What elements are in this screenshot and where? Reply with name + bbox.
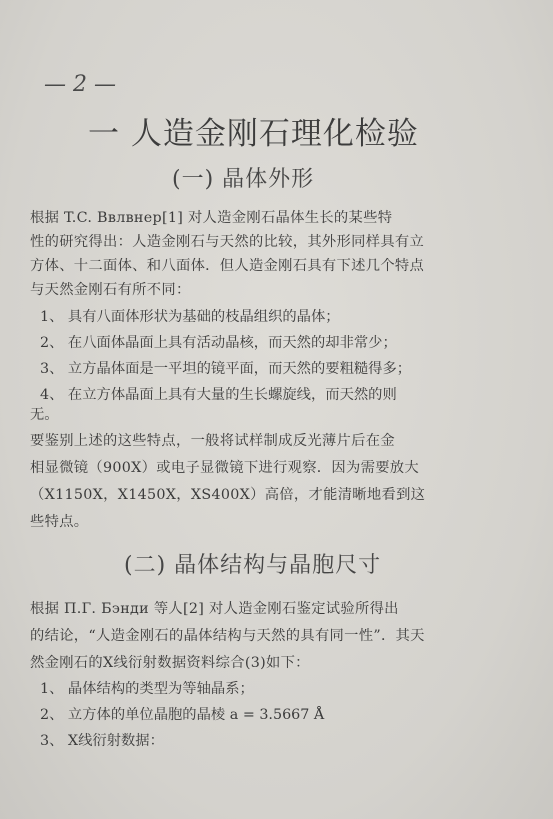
section-heading-crystal-shape: (一) 晶体外形 <box>172 167 315 192</box>
list-item: 2、 立方体的单位晶胞的晶棱 a = 3.5667 Å <box>40 707 325 723</box>
list-item: 4、 在立方体晶面上具有大量的生长螺旋线，而天然的则 <box>40 387 397 403</box>
list-crystal-features <box>40 304 411 408</box>
page-number: — 2 — <box>44 72 116 97</box>
paragraph-line: 要鉴别上述的这些特点，一般将试样制成反光薄片后在金 <box>30 433 395 449</box>
chapter-title: 一 人造金刚石理化检验 <box>88 116 419 152</box>
list-item-continuation: 无。 <box>30 407 59 423</box>
paragraph-line: 性的研究得出：人造金刚石与天然的比较，其外形同样具有立 <box>30 234 425 250</box>
paragraph-crystal-shape-intro <box>30 206 424 302</box>
paragraph-line: 些特点。 <box>30 514 89 530</box>
paragraph-observation <box>30 428 425 536</box>
list-item: 3、 X线衍射数据： <box>40 733 164 749</box>
paragraph-crystal-structure-intro <box>30 596 425 677</box>
paragraph-line: 的结论，“人造金刚石的晶体结构与天然的具有同一性”．其天 <box>30 628 425 644</box>
paragraph-line: 相显微镜（900X）或电子显微镜下进行观察．因为需要放大 <box>30 460 419 476</box>
list-item: 1、 晶体结构的类型为等轴晶系； <box>40 681 254 697</box>
paragraph-line: 根据 П.Г. Бэнди 等人[2] 对人造金刚石鉴定试验所得出 <box>30 601 399 617</box>
section-heading-crystal-structure: (二) 晶体结构与晶胞尺寸 <box>124 553 382 578</box>
paragraph-line: 方体、十二面体、和八面体．但人造金刚石具有下述几个特点 <box>30 258 425 274</box>
list-item: 3、 立方晶体面是一平坦的镜平面，而天然的要粗糙得多； <box>40 361 412 377</box>
paragraph-line: 与天然金刚石有所不同： <box>30 282 191 298</box>
paragraph-line: （X1150X，X1450X，XS400X）高倍，才能清晰地看到这 <box>30 487 426 503</box>
paragraph-line: 然金刚石的X线衍射数据资料综合(3)如下： <box>30 655 310 671</box>
list-item: 2、 在八面体晶面上具有活动晶核，而天然的却非常少； <box>40 335 397 351</box>
list-xray-data <box>40 676 324 754</box>
paragraph-line: 根据 T.C. Ввлвнер[1] 对人造金刚石晶体生长的某些特 <box>30 210 393 226</box>
list-item: 1、 具有八面体形状为基础的枝晶组织的晶体； <box>40 309 340 325</box>
